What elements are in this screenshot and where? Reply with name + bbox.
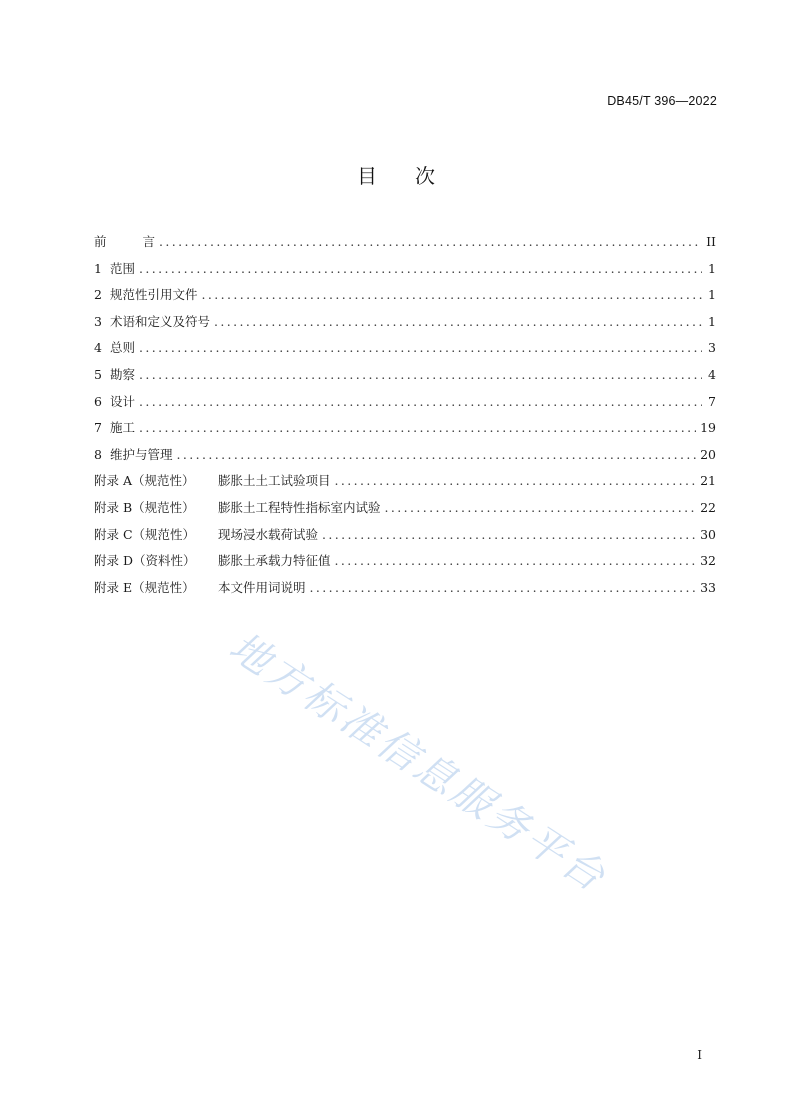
section-number: 1 bbox=[94, 260, 102, 276]
toc-entry-label bbox=[94, 415, 135, 442]
section-number: 4 bbox=[94, 340, 102, 356]
section-title: 总则 bbox=[110, 340, 136, 356]
toc-entry-page: 1 bbox=[708, 287, 716, 303]
toc-entry-page: 3 bbox=[708, 340, 716, 356]
toc-leader-dots bbox=[139, 415, 696, 442]
toc-entry-page: 1 bbox=[708, 313, 716, 329]
appendix-title: 现场浸水载荷试验 bbox=[218, 526, 319, 542]
section-number: 8 bbox=[94, 446, 102, 462]
toc-entry-preface[interactable] bbox=[94, 229, 716, 256]
toc-entry-label bbox=[94, 442, 173, 469]
toc-leader-dots bbox=[335, 468, 697, 495]
toc-entry-section[interactable] bbox=[94, 282, 716, 309]
toc-entry-page: 20 bbox=[700, 446, 716, 462]
section-title: 勘察 bbox=[110, 366, 136, 382]
toc-entry-label bbox=[94, 256, 135, 283]
toc-entry-label bbox=[94, 389, 135, 416]
appendix-title: 本文件用词说明 bbox=[218, 579, 306, 595]
toc-entry-label bbox=[94, 548, 331, 575]
section-title: 术语和定义及符号 bbox=[110, 313, 211, 329]
toc-entry-section[interactable] bbox=[94, 256, 716, 283]
toc-entry-section[interactable] bbox=[94, 309, 716, 336]
toc-leader-dots bbox=[139, 335, 702, 362]
toc-entry-label bbox=[94, 468, 331, 495]
toc-entry-label bbox=[94, 495, 381, 522]
appendix-label: 附录 E（规范性） bbox=[94, 579, 195, 595]
section-number: 5 bbox=[94, 366, 102, 382]
section-title: 范围 bbox=[110, 260, 136, 276]
toc-entry-label bbox=[94, 309, 210, 336]
toc-entry-page: 19 bbox=[700, 420, 716, 436]
section-title: 设计 bbox=[110, 393, 136, 409]
preface-char-2: 言 bbox=[142, 234, 156, 249]
toc-entry-section[interactable] bbox=[94, 389, 716, 416]
toc-entry-label bbox=[94, 335, 135, 362]
toc-entry-label bbox=[94, 282, 198, 309]
appendix-label: 附录 D（资料性） bbox=[94, 553, 196, 569]
toc-leader-dots bbox=[139, 256, 702, 283]
toc-entry-page: 21 bbox=[700, 473, 716, 489]
toc-entry-appendix[interactable] bbox=[94, 575, 716, 602]
toc-entry-page: 1 bbox=[708, 260, 716, 276]
toc-entry-page: II bbox=[706, 234, 716, 249]
toc-entry-appendix[interactable] bbox=[94, 522, 716, 549]
toc-leader-dots bbox=[214, 309, 702, 336]
toc-leader-dots bbox=[322, 522, 696, 549]
appendix-title: 膨胀土土工试验项目 bbox=[218, 473, 331, 489]
toc-leader-dots bbox=[139, 389, 702, 416]
appendix-label: 附录 B（规范性） bbox=[94, 499, 195, 515]
toc-entry-label bbox=[94, 229, 155, 256]
toc-entry-appendix[interactable] bbox=[94, 548, 716, 575]
section-title: 规范性引用文件 bbox=[110, 287, 198, 303]
section-number: 6 bbox=[94, 393, 102, 409]
toc-leader-dots bbox=[385, 495, 697, 522]
toc-entry-page: 30 bbox=[700, 526, 716, 542]
toc-entry-page: 22 bbox=[700, 499, 716, 515]
toc-entry-label bbox=[94, 362, 135, 389]
appendix-label: 附录 C（规范性） bbox=[94, 526, 196, 542]
toc-leader-dots bbox=[159, 229, 702, 256]
document-code: DB45/T 396—2022 bbox=[607, 94, 717, 108]
toc-entry-section[interactable] bbox=[94, 415, 716, 442]
preface-char-1: 前 bbox=[94, 234, 107, 249]
toc-leader-dots bbox=[335, 548, 697, 575]
toc-leader-dots bbox=[139, 362, 702, 389]
toc-entry-label bbox=[94, 575, 306, 602]
toc-leader-dots bbox=[310, 575, 697, 602]
appendix-title: 膨胀土承载力特征值 bbox=[218, 553, 331, 569]
toc-leader-dots bbox=[202, 282, 702, 309]
toc-entry-label bbox=[94, 522, 318, 549]
section-title: 维护与管理 bbox=[110, 446, 173, 462]
page-title: 目次 bbox=[357, 164, 473, 188]
toc-entry-page: 32 bbox=[700, 553, 716, 569]
section-number: 2 bbox=[94, 287, 102, 303]
toc-entry-appendix[interactable] bbox=[94, 495, 716, 522]
section-number: 3 bbox=[94, 313, 102, 329]
toc-entry-page: 7 bbox=[708, 393, 716, 409]
toc-entry-section[interactable] bbox=[94, 442, 716, 469]
page-number: I bbox=[697, 1048, 702, 1062]
toc-entry-page: 33 bbox=[700, 579, 716, 595]
toc-entry-appendix[interactable] bbox=[94, 468, 716, 495]
section-number: 7 bbox=[94, 420, 102, 436]
table-of-contents bbox=[94, 229, 716, 601]
watermark-text: 地方标准信息服务平台 bbox=[221, 623, 616, 903]
toc-entry-page: 4 bbox=[708, 366, 716, 382]
toc-leader-dots bbox=[177, 442, 697, 469]
appendix-label: 附录 A（规范性） bbox=[94, 473, 195, 489]
appendix-title: 膨胀土工程特性指标室内试验 bbox=[218, 499, 381, 515]
section-title: 施工 bbox=[110, 420, 136, 436]
toc-entry-section[interactable] bbox=[94, 335, 716, 362]
toc-entry-section[interactable] bbox=[94, 362, 716, 389]
